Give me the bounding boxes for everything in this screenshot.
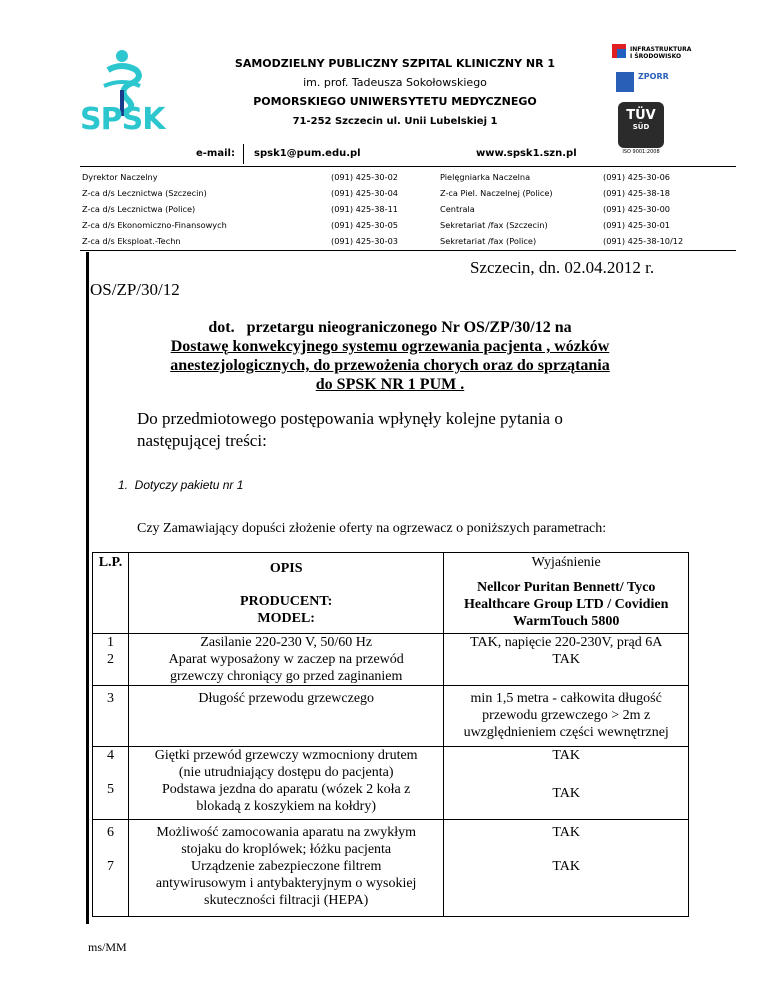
table-row: PRODUCENT: MODEL: Nellcor Puritan Bennett/ Tyco Healthcare Group LTD / Covidien WarmTouch 5800 (93, 579, 689, 634)
table-row: 3 Długość przewodu grzewczego min 1,5 metra - całkowita długość przewodu grzewczego > 2m z uwzględnieniem części wewnętrznej (93, 686, 689, 747)
specification-table (92, 552, 689, 917)
contact-row: Z-ca d/s Lecznictwa (Szczecin) (091) 425-30-04 Z-ca Piel. Naczelnej (Police) (091) 425-38-18 (82, 188, 670, 198)
zporr-badge: ZPORR (616, 72, 688, 96)
hospital-name: SAMODZIELNY PUBLICZNY SZPITAL KLINICZNY NR 1 (234, 57, 556, 70)
table-row: 7 Urządzenie zabezpieczone filtrem antywirusowym i antybakteryjnym o wysokiej skuteczności filtracji (HEPA) TAK (93, 858, 689, 917)
contacts-divider (80, 250, 736, 251)
hospital-patron: im. prof. Tadeusza Sokołowskiego (303, 76, 487, 89)
intro-paragraph: Do przedmiotowego postępowania wpłynęły kolejne pytania o następującej treści: (137, 409, 563, 450)
table-header-row (93, 553, 689, 580)
infrastructure-badge: INFRASTRUKTURA I ŚRODOWISKO (612, 44, 692, 68)
hospital-address: 71-252 Szczecin ul. Unii Lubelskiej 1 (292, 116, 498, 127)
header-divider (80, 166, 736, 167)
table-row: 4 Giętki przewód grzewczy wzmocniony drutem (nie utrudniający dostępu do pacjenta) TAK (93, 747, 689, 782)
iso-label: ISO 9001:2008 (622, 149, 660, 155)
column-header-wyjasnienie: Wyjaśnienie (444, 553, 689, 580)
logo-text: SPSK (80, 102, 165, 137)
document-subject: dot. przetargu nieograniczonego Nr OS/ZP/30/12 na Dostawę konwekcyjnego systemu ogrzewania pacjenta , wózków anestezjologicznych, do przewożenia chorych oraz do sprzątania do SPSK NR 1 PUM . (170, 319, 610, 393)
table-row: 2 Aparat wyposażony w zaczep na przewód grzewczy chroniący go przed zaginaniem TAK (93, 651, 689, 686)
document-reference: OS/ZP/30/12 (90, 280, 180, 299)
question-text: Czy Zamawiający dopuści złożenie oferty na ogrzewacz o poniższych parametrach: (137, 521, 607, 536)
table-row: 6 Możliwość zamocowania aparatu na zwykłym stojaku do kroplówek; łóżku pacjenta TAK (93, 820, 689, 859)
margin-bar (86, 252, 89, 924)
contact-row: Z-ca d/s Eksploat.-Techn (091) 425-30-03 Sekretariat /fax (Police) (091) 425-38-10/12 (82, 236, 684, 246)
hospital-logo (78, 50, 188, 140)
table-row: 5 Podstawa jezdna do aparatu (wózek 2 koła z blokadą z koszykiem na kołdry) TAK (93, 781, 689, 820)
contact-row: Dyrektor Naczelny (091) 425-30-02 Pielęgniarka Naczelna (091) 425-30-06 (82, 172, 670, 182)
university-name: POMORSKIEGO UNIWERSYTETU MEDYCZNEGO (253, 95, 537, 108)
document-date: Szczecin, dn. 02.04.2012 r. (470, 258, 655, 277)
column-header-opis: OPIS (128, 553, 443, 580)
table-row: 1 Zasilanie 220-230 V, 50/60 Hz TAK, napięcie 220-230V, prąd 6A (93, 634, 689, 652)
email-label: e-mail: (196, 148, 235, 159)
contact-row: Z-ca d/s Lecznictwa (Police) (091) 425-38-11 Centrala (091) 425-30-00 (82, 204, 670, 214)
contact-row: Z-ca d/s Ekonomiczno-Finansowych (091) 425-30-05 Sekretariat /fax (Szczecin) (091) 425-30-01 (82, 220, 670, 230)
column-header-lp: L.P. (93, 553, 129, 580)
package-item: 1. Dotyczy pakietu nr 1 (118, 478, 244, 492)
footer-initials: ms/MM (88, 940, 127, 954)
email-link[interactable]: spsk1@pum.edu.pl (254, 148, 361, 159)
email-divider (243, 144, 244, 164)
website-link[interactable]: www.spsk1.szn.pl (476, 148, 577, 159)
tuv-badge: TÜV SÜD (618, 102, 664, 148)
contacts-table (80, 169, 736, 249)
